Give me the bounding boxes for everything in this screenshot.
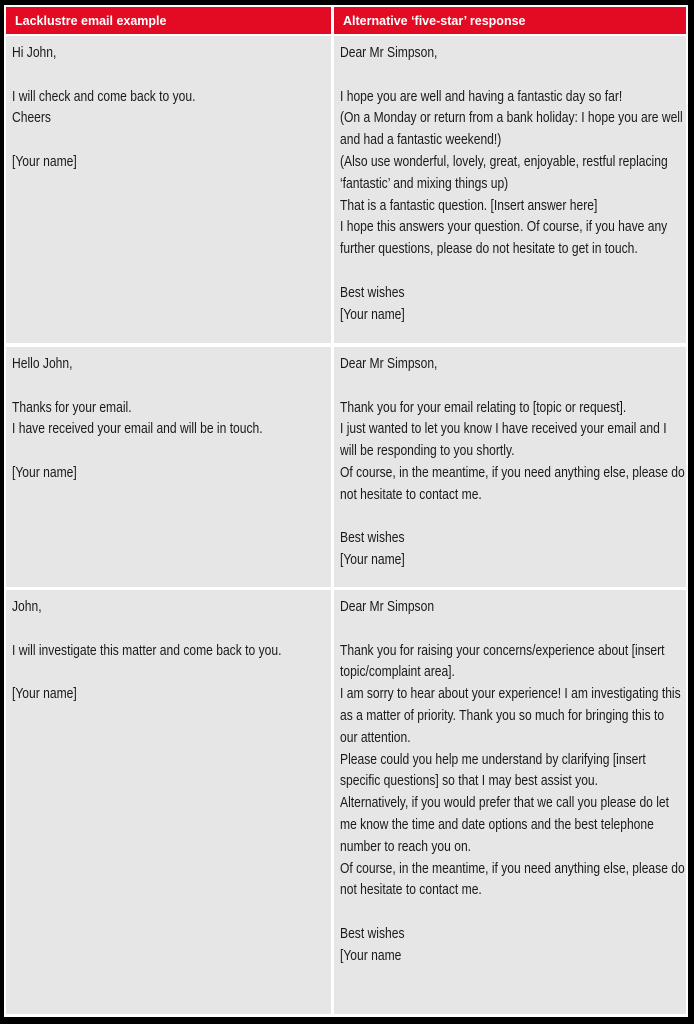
text-line: Best wishes — [340, 925, 405, 942]
text-line: our attention. — [340, 729, 411, 746]
row-3-lacklustre-cell — [6, 590, 331, 1014]
row-1-lacklustre-text — [12, 43, 331, 174]
column-header-five-star-label: Alternative ‘five-star’ response — [343, 14, 526, 28]
column-header-five-star — [334, 7, 686, 34]
text-line: [Your name] — [12, 464, 77, 481]
text-line — [12, 662, 331, 684]
text-line: I am sorry to hear about your experience! I am investigating this — [340, 686, 681, 703]
text-line: [Your name] — [12, 153, 77, 170]
row-1-lacklustre-cell — [6, 36, 331, 343]
text-line: Dear Mr Simpson, — [340, 45, 438, 61]
text-line: I hope this answers your question. Of course, if you have any — [340, 219, 668, 236]
text-line: [Your name — [340, 947, 402, 964]
text-line — [340, 65, 686, 87]
text-line: Best wishes — [340, 530, 405, 547]
text-line: Thanks for your email. — [12, 399, 132, 416]
column-header-lacklustre-label: Lacklustre email example — [15, 14, 167, 28]
text-line: Thank you for your email relating to [topic or request]. — [340, 399, 627, 416]
text-line: not hesitate to contact me. — [340, 882, 482, 899]
text-line: Alternatively, if you would prefer that we call you please do let — [340, 795, 670, 812]
text-line: John, — [12, 599, 42, 615]
text-line: topic/complaint area]. — [340, 664, 455, 681]
text-line: will be responding to you shortly. — [340, 443, 515, 460]
text-line: Dear Mr Simpson — [340, 599, 435, 615]
text-line: [Your name] — [340, 306, 405, 323]
text-line: not hesitate to contact me. — [340, 486, 482, 503]
row-2-lacklustre-text — [12, 354, 331, 485]
text-line: Of course, in the meantime, if you need anything else, please do — [340, 464, 685, 481]
row-1-five-star-cell — [334, 36, 686, 343]
text-line: [Your name] — [340, 552, 405, 569]
text-line — [340, 902, 686, 924]
row-3-lacklustre-text — [12, 597, 331, 706]
email-comparison-table — [4, 5, 688, 1017]
text-line: I hope you are well and having a fantastic day so far! — [340, 88, 623, 105]
text-line: as a matter of priority. Thank you so much for bringing this to — [340, 707, 665, 724]
text-line: (Also use wonderful, lovely, great, enjoyable, restful replacing — [340, 153, 668, 170]
text-line — [12, 441, 331, 463]
text-line — [340, 507, 686, 529]
text-line: (On a Monday or return from a bank holiday: I hope you are well — [340, 110, 683, 127]
text-line: I will investigate this matter and come back to you. — [12, 642, 282, 659]
text-line: Of course, in the meantime, if you need anything else, please do — [340, 860, 685, 877]
text-line: specific questions] so that I may best assist you. — [340, 773, 599, 790]
text-line: Thank you for raising your concerns/experience about [insert — [340, 642, 665, 659]
text-line: That is a fantastic question. [Insert answer here] — [340, 197, 598, 214]
text-line — [12, 376, 331, 398]
text-line: I just wanted to let you know I have received your email and I — [340, 421, 667, 438]
text-line: further questions, please do not hesitate to get in touch. — [340, 241, 638, 258]
text-line — [340, 376, 686, 398]
text-line: Please could you help me understand by clarifying [insert — [340, 751, 646, 768]
row-2-lacklustre-cell — [6, 347, 331, 587]
column-header-lacklustre — [6, 7, 331, 34]
text-line: me know the time and date options and the best telephone — [340, 816, 654, 833]
text-line: ‘fantastic’ and mixing things up) — [340, 175, 509, 192]
row-1-five-star-text — [340, 43, 686, 326]
text-line: and had a fantastic weekend!) — [340, 132, 502, 149]
text-line: Hello John, — [12, 356, 73, 372]
text-line: [Your name] — [12, 686, 77, 703]
text-line — [12, 619, 331, 641]
row-3-five-star-cell — [334, 590, 686, 1014]
text-line: number to reach you on. — [340, 838, 472, 855]
text-line: I will check and come back to you. — [12, 88, 196, 105]
row-3-five-star-text — [340, 597, 686, 968]
text-line — [12, 65, 331, 87]
text-line: I have received your email and will be in touch. — [12, 421, 263, 438]
row-2-five-star-cell — [334, 347, 686, 587]
text-line — [340, 619, 686, 641]
row-2-five-star-text — [340, 354, 686, 572]
text-line: Best wishes — [340, 284, 405, 301]
text-line — [12, 130, 331, 152]
text-line: Hi John, — [12, 45, 57, 61]
text-line: Dear Mr Simpson, — [340, 356, 438, 372]
text-line — [340, 261, 686, 283]
text-line: Cheers — [12, 110, 51, 127]
